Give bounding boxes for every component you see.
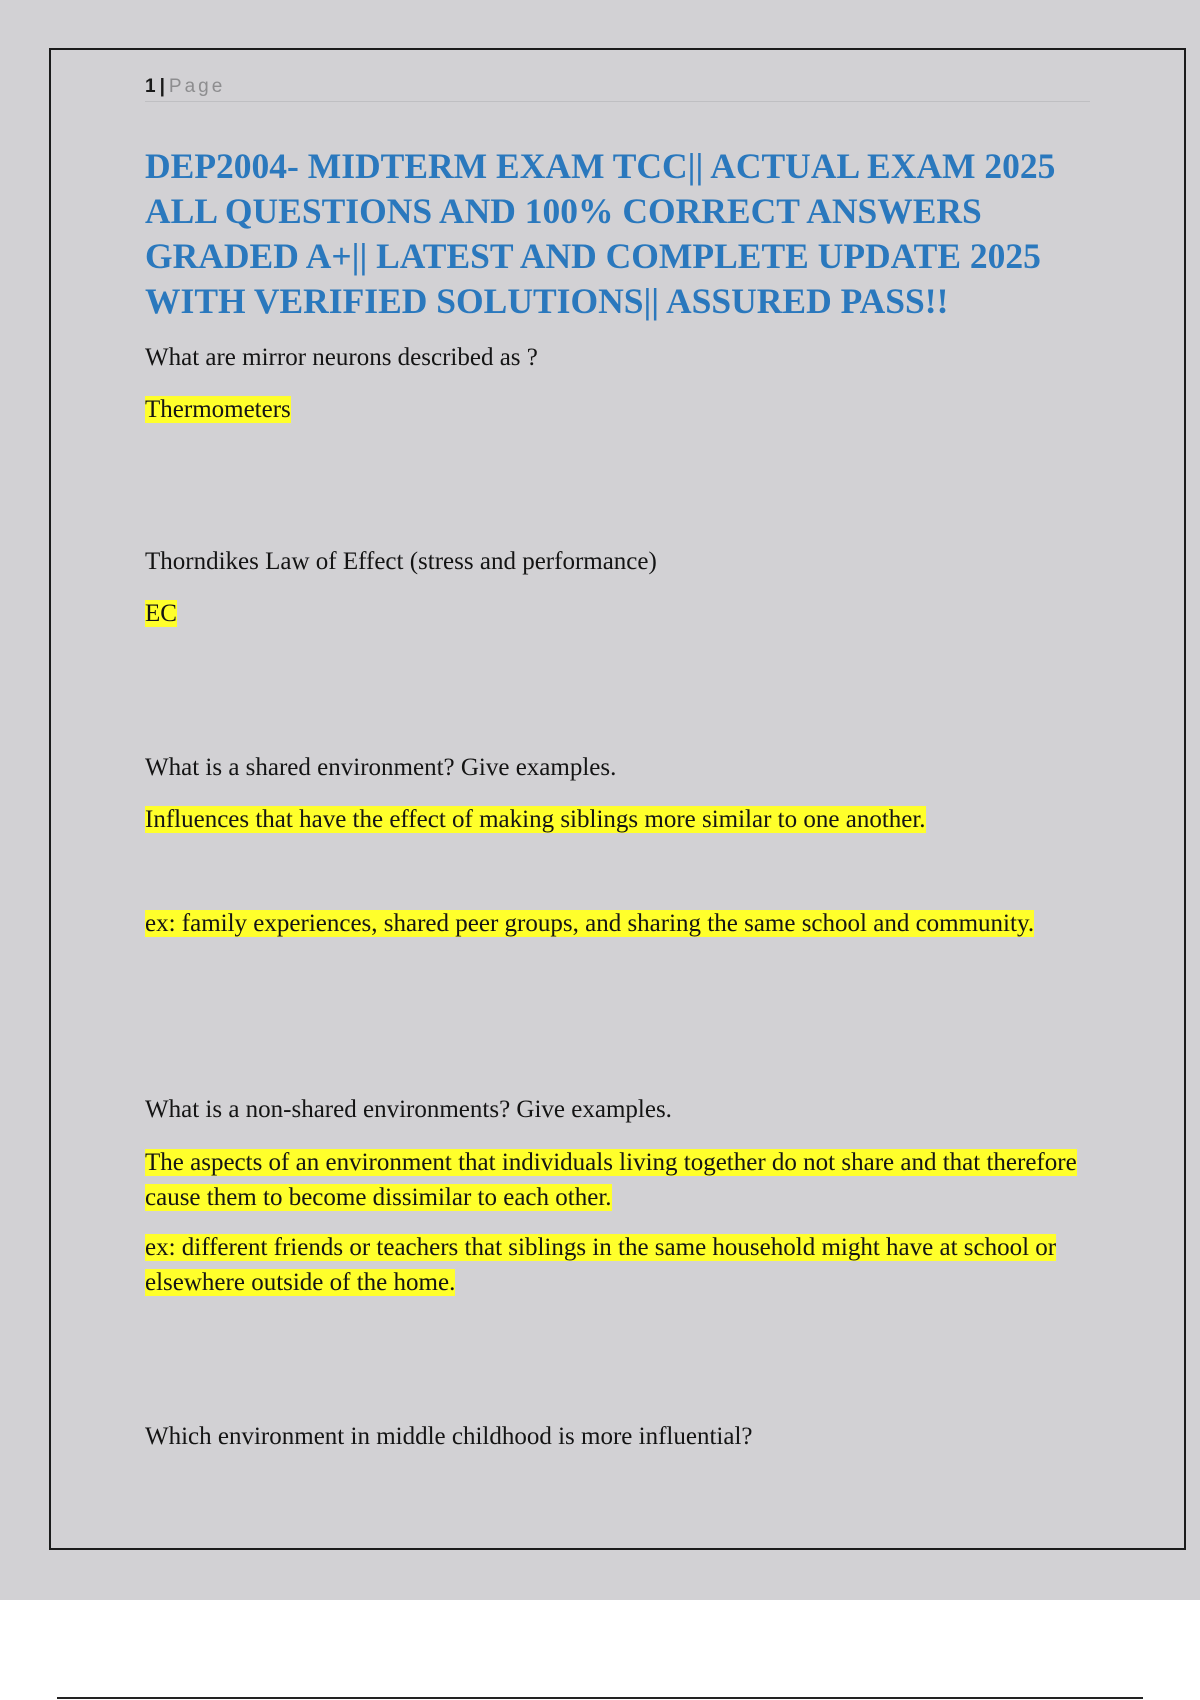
question-4: What is a non-shared environments? Give examples. [145, 1096, 672, 1123]
answer-4b-text: ex: different friends or teachers that siblings in the same household might have at school or elsewhere outside of the home. [145, 1234, 1057, 1296]
answer-3b [145, 906, 1105, 941]
answer-3a [145, 802, 1105, 837]
answer-4a-text: The aspects of an environment that individuals living together do not share and that therefore cause them to become dissimilar to each other. [145, 1149, 1077, 1211]
page-label: Page [168, 76, 226, 97]
answer-4a [145, 1145, 1105, 1215]
document-title: DEP2004- MIDTERM EXAM TCC|| ACTUAL EXAM 2025 ALL QUESTIONS AND 100% CORRECT ANSWERS GRADED A+|| LATEST AND COMPLETE UPDATE 2025 WITH VERIFIED SOLUTIONS|| ASSURED PASS!! [145, 146, 1056, 321]
answer-3b-text: ex: family experiences, shared peer groups, and sharing the same school and community. [145, 910, 1035, 937]
answer-3a-text: Influences that have the effect of making siblings more similar to one another. [145, 806, 926, 833]
page-number: 1 [145, 76, 156, 97]
answer-1-text: Thermometers [145, 396, 291, 423]
question-3: What is a shared environment? Give examples. [145, 754, 617, 781]
next-page-divider [57, 1697, 1143, 1699]
answer-2-text: EC [145, 600, 177, 627]
page-header [145, 73, 1090, 102]
question-2: Thorndikes Law of Effect (stress and performance) [145, 548, 657, 575]
question-5: Which environment in middle childhood is more influential? [145, 1423, 753, 1450]
page-separator: | [159, 76, 165, 97]
answer-1 [145, 392, 1105, 427]
question-1: What are mirror neurons described as ? [145, 344, 538, 371]
answer-4b [145, 1230, 1105, 1300]
answer-2 [145, 596, 1105, 631]
